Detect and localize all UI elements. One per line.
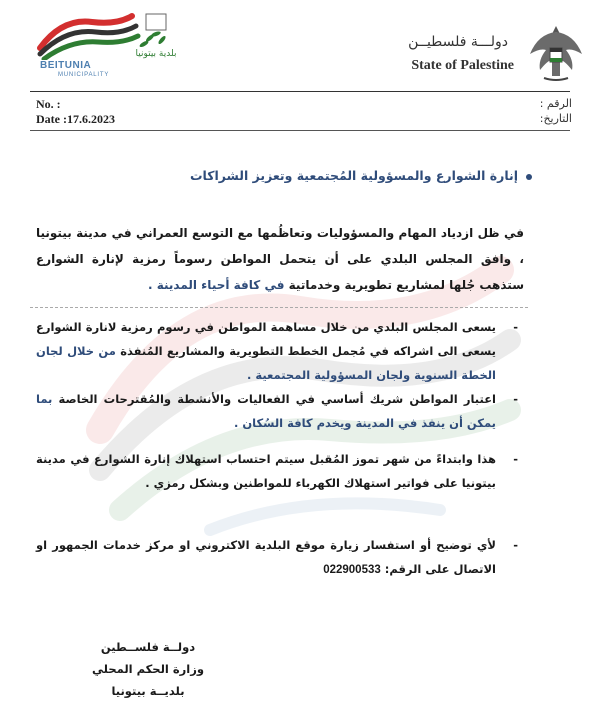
logo-brand-text: BEITUNIA: [40, 60, 92, 71]
list-item-text: يسعى المجلس البلدي من خلال مساهمة المواطن في رسوم رمزية لانارة الشوارع يسعى الى اشراكه في مُجمل الخطط التطويرية والمشاريع المُنفذة: [36, 320, 496, 358]
list-item-text: اعتبار المواطن شريك أساسي في الفعاليات والأنشطة والمُقترحات الخاصة: [58, 392, 496, 406]
dash-bullet-icon: -: [513, 392, 518, 406]
signature-line-municipality: بلديــة بيتونيا: [111, 684, 185, 698]
logo-brand-subtext: MUNICIPALITY: [58, 72, 110, 78]
list-item: [36, 387, 518, 441]
subject-bullet-icon: [526, 174, 532, 180]
list-item-text: لأي توضيح أو استفسار زيارة موقع البلدية الاكتروني او مركز خدمات الجمهور او الاتصال على الرقم:: [36, 538, 496, 576]
beitunia-logo-icon: [32, 10, 182, 60]
list-item-emphasis: من خلال لجان الخطة السنوية ولجان المسؤولية المجتمعية .: [36, 344, 496, 382]
intro-emphasis: في كافة أحياء المدينة .: [147, 278, 285, 292]
list-item: [36, 533, 518, 587]
section-divider: [30, 307, 528, 308]
list-item-text: هذا وابتداءً من شهر تموز المُقبل سيتم احتساب استهلاك إنارة الشوارع في مدينة بيتونيا على فواتير استهلاك الكهرباء للمواطنين وبشكل رمزي .: [36, 452, 496, 490]
signature-line-ministry: وزارة الحكم المحلي: [92, 662, 204, 676]
contact-phone-number: 022900533: [323, 564, 381, 576]
dash-bullet-icon: -: [513, 538, 518, 552]
date-ar: التاريخ:: [539, 112, 572, 125]
state-name-arabic: دولـــة فلسطيــن: [408, 34, 508, 50]
header-divider: [30, 91, 570, 92]
list-item: [36, 315, 518, 382]
list-item: [36, 447, 518, 527]
points-list: [36, 315, 518, 593]
dash-bullet-icon: -: [513, 452, 518, 466]
date-en: Date :17.6.2023: [36, 112, 115, 126]
intro-text: في ظل ازدياد المهام والمسؤوليات وتعاظُمها مع التوسع العمراني في مدينة بيتونيا ، وافق المجلس البلدي على أن يتحمل المواطن رسوماً رمزية لإنارة الشوارع ستذهب جُلها لمشاريع تطويرية وخدماتية: [36, 226, 524, 292]
beitunia-municipality-logo: [32, 10, 182, 80]
reference-number-ar: الرقم :: [539, 97, 572, 110]
state-name-english: State of Palestine: [411, 58, 514, 73]
logo-arabic-text: بلدية بيتونيا: [135, 49, 177, 59]
dash-bullet-icon: -: [513, 320, 518, 334]
signature-line-state: دولــة فلســطين: [100, 640, 196, 654]
reference-divider: [30, 130, 570, 131]
intro-paragraph: [36, 220, 524, 298]
subject-text: إنارة الشوارع والمسؤولية المُجتمعية وتعزيز الشراكات: [189, 168, 518, 183]
reference-number-en: No. :: [36, 97, 61, 111]
palestine-eagle-emblem-icon: [524, 20, 588, 84]
letter-subject: [62, 168, 532, 183]
list-item-emphasis: بما يمكن أن ينفذ في المدينة ويخدم كافة السُكان .: [36, 392, 496, 430]
signature-block: [88, 636, 208, 702]
